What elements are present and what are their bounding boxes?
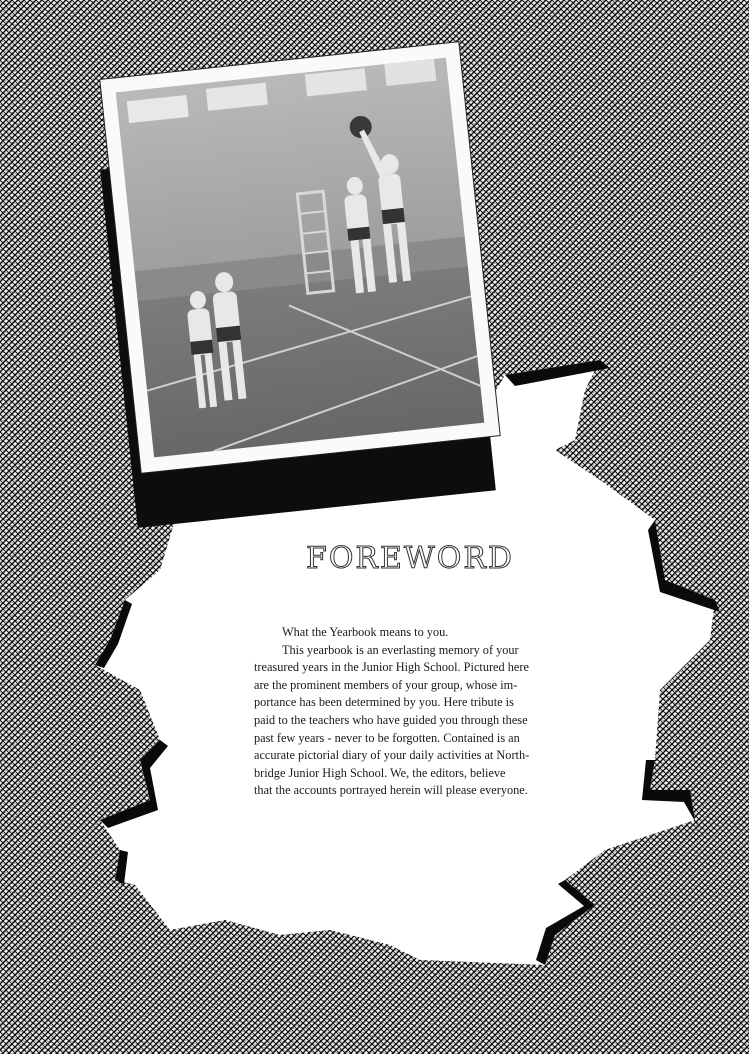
foreword-line: that the accounts portrayed herein will please everyone. — [254, 783, 528, 798]
foreword-line: are the prominent members of your group, whose im- — [254, 677, 518, 692]
foreword-text — [254, 624, 570, 800]
foreword-line: bridge Junior High School. We, the editors, believe — [254, 765, 506, 780]
foreword-line: past few years - never to be forgotten. Contained is an — [254, 730, 520, 745]
foreword-line: paid to the teachers who have guided you through these — [254, 712, 528, 727]
foreword-line: accurate pictorial diary of your daily activities at North- — [254, 748, 530, 763]
photo-image — [116, 58, 485, 458]
foreword-line: What the Yearbook means to you. — [282, 625, 449, 639]
basketball-game-illustration — [116, 58, 485, 458]
foreword-line: This yearbook is an everlasting memory of your — [282, 642, 519, 657]
foreword-line: treasured years in the Junior High School. Pictured here — [254, 660, 529, 675]
page-title: FOREWORD — [306, 541, 514, 576]
foreword-line: portance has been determined by you. Here tribute is — [254, 695, 514, 710]
basketball-photo — [100, 42, 499, 472]
